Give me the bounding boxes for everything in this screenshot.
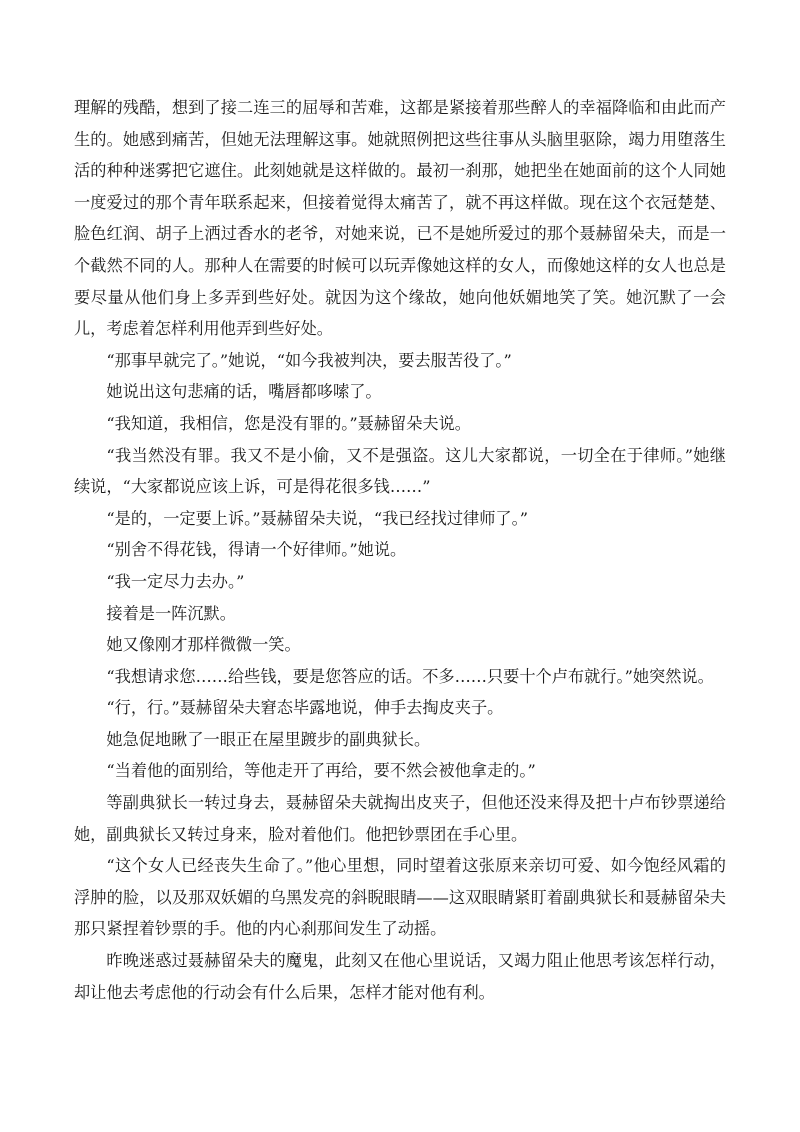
paragraph-2: “那事早就完了。”她说，“如今我被判决，要去服苦役了。”	[106, 350, 512, 370]
paragraph-7: “别舍不得花钱，得请一个好律师。”她说。	[106, 540, 407, 560]
document-body	[74, 92, 726, 1008]
paragraph-10: 她又像刚才那样微微一笑。	[106, 635, 301, 655]
paragraph-17: 昨晚迷惑过聂赫留朵夫的魔鬼，此刻又在他心里说话，又竭力阻止他思考该怎样行动，却让他去考虑他的行动会有什么后果，怎样才能对他有利。	[74, 951, 726, 1002]
paragraph-12: “行，行。”聂赫留朵夫窘态毕露地说，伸手去掏皮夹子。	[106, 698, 504, 718]
paragraph-6: “是的，一定要上诉。”聂赫留朵夫说，“我已经找过律师了。”	[106, 508, 528, 528]
paragraph-4: “我知道，我相信，您是没有罪的。”聂赫留朵夫说。	[106, 413, 471, 433]
paragraph-14: “当着他的面别给，等他走开了再给，要不然会被他拿走的。”	[106, 761, 536, 781]
paragraph-16: “这个女人已经丧失生命了。”他心里想，同时望着这张原来亲切可爱、如今饱经风霜的浮肿的脸，以及那双妖媚的乌黑发亮的斜睨眼睛——这双眼睛紧盯着副典狱长和聂赫留朵夫那只紧捏着钞票的手。他的内心刹那间发生了动摇。	[74, 856, 726, 939]
paragraph-3: 她说出这句悲痛的话，嘴唇都哆嗦了。	[106, 382, 382, 402]
paragraph-13: 她急促地瞅了一眼正在屋里踱步的副典狱长。	[106, 729, 431, 749]
paragraph-9: 接着是一阵沉默。	[106, 603, 236, 623]
paragraph-11: “我想请求您……给些钱，要是您答应的话。不多……只要十个卢布就行。”她突然说。	[106, 666, 714, 686]
paragraph-15: 等副典狱长一转过身去，聂赫留朵夫就掏出皮夹子，但他还没来得及把十卢布钞票递给她，副典狱长又转过身来，脸对着他们。他把钞票团在手心里。	[74, 793, 726, 844]
paragraph-8: “我一定尽力去办。”	[106, 571, 245, 591]
paragraph-5: “我当然没有罪。我又不是小偷，又不是强盗。这儿大家都说，一切全在于律师。”她继续说，“大家都说应该上诉，可是得花很多钱……”	[74, 445, 726, 497]
paragraph-1: 理解的残酷，想到了接二连三的屈辱和苦难，这都是紧接着那些醉人的幸福降临和由此而产生的。她感到痛苦，但她无法理解这事。她就照例把这些往事从头脑里驱除，竭力用堕落生活的种种迷雾把它遮住。此刻她就是这样做的。最初一刹那，她把坐在她面前的这个人同她一度爱过的那个青年联系起来，但接着觉得太痛苦了，就不再这样做。现在这个衣冠楚楚、脸色红润、胡子上洒过香水的老爷，对她来说，已不是她所爱过的那个聂赫留朵夫，而是一个截然不同的人。那种人在需要的时候可以玩弄像她这样的女人，而像她这样的女人也总是要尽量从他们身上多弄到些好处。就因为这个缘故，她向他妖媚地笑了笑。她沉默了一会儿，考虑着怎样利用他弄到些好处。	[74, 98, 726, 339]
